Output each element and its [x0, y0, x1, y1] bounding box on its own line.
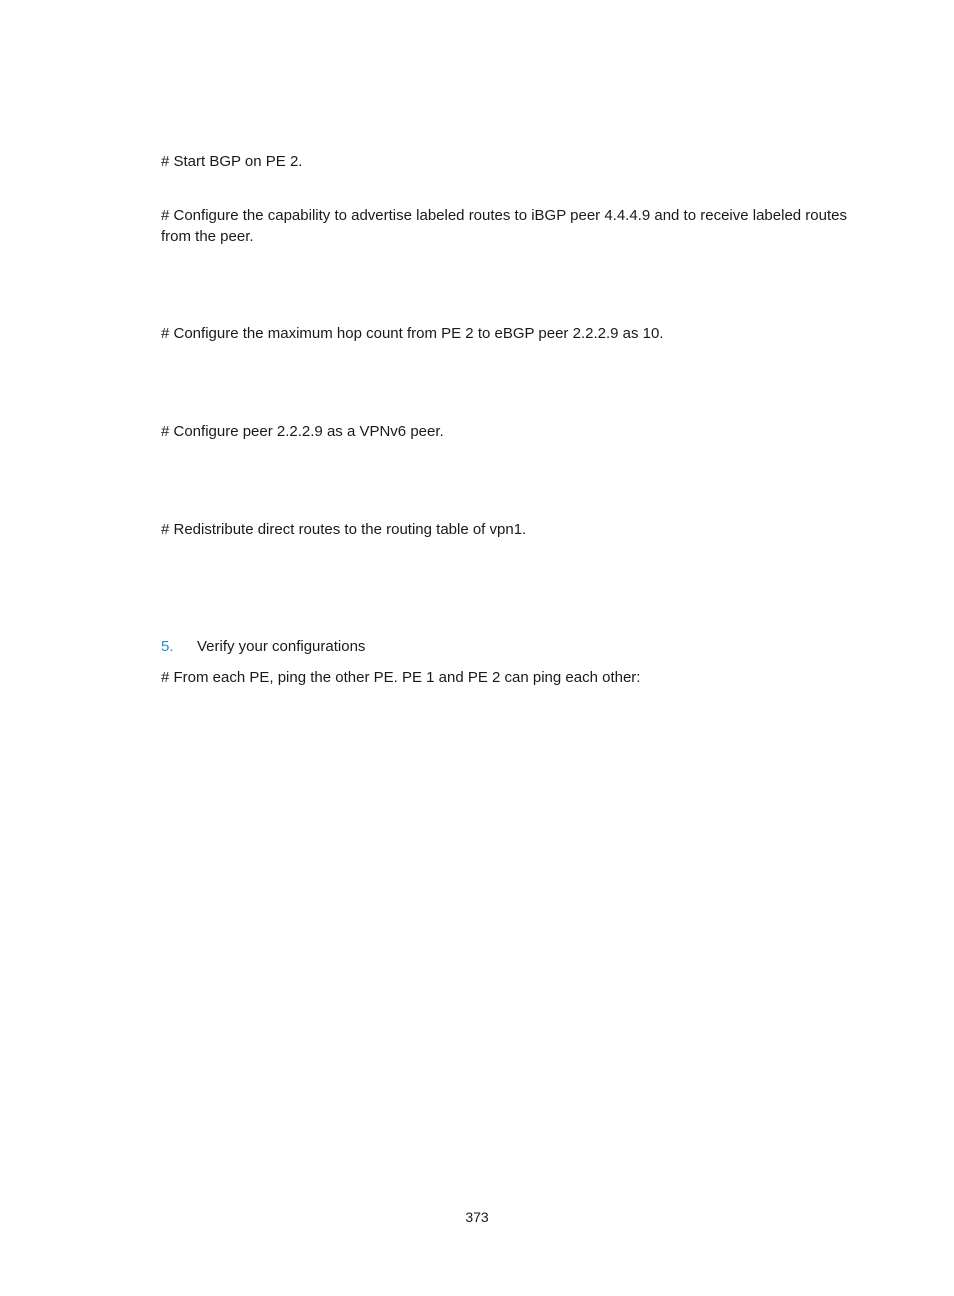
step-number: 5.: [161, 638, 174, 655]
page-number: 373: [465, 1209, 489, 1225]
step-heading: [161, 636, 365, 657]
paragraph-redistribute: # Redistribute direct routes to the routing table of vpn1.: [161, 521, 527, 538]
step-title: Verify your configurations: [197, 638, 366, 655]
paragraph-start-bgp: # Start BGP on PE 2.: [161, 153, 303, 170]
paragraph-labeled-routes: # Configure the capability to advertise labeled routes to iBGP peer 4.4.4.9 and to receive labeled routes from the peer.: [161, 207, 847, 245]
paragraph-max-hop: # Configure the maximum hop count from PE 2 to eBGP peer 2.2.2.9 as 10.: [161, 325, 664, 342]
paragraph-ping: # From each PE, ping the other PE. PE 1 and PE 2 can ping each other:: [161, 669, 641, 686]
paragraph-vpnv6-peer: # Configure peer 2.2.2.9 as a VPNv6 peer.: [161, 423, 444, 440]
